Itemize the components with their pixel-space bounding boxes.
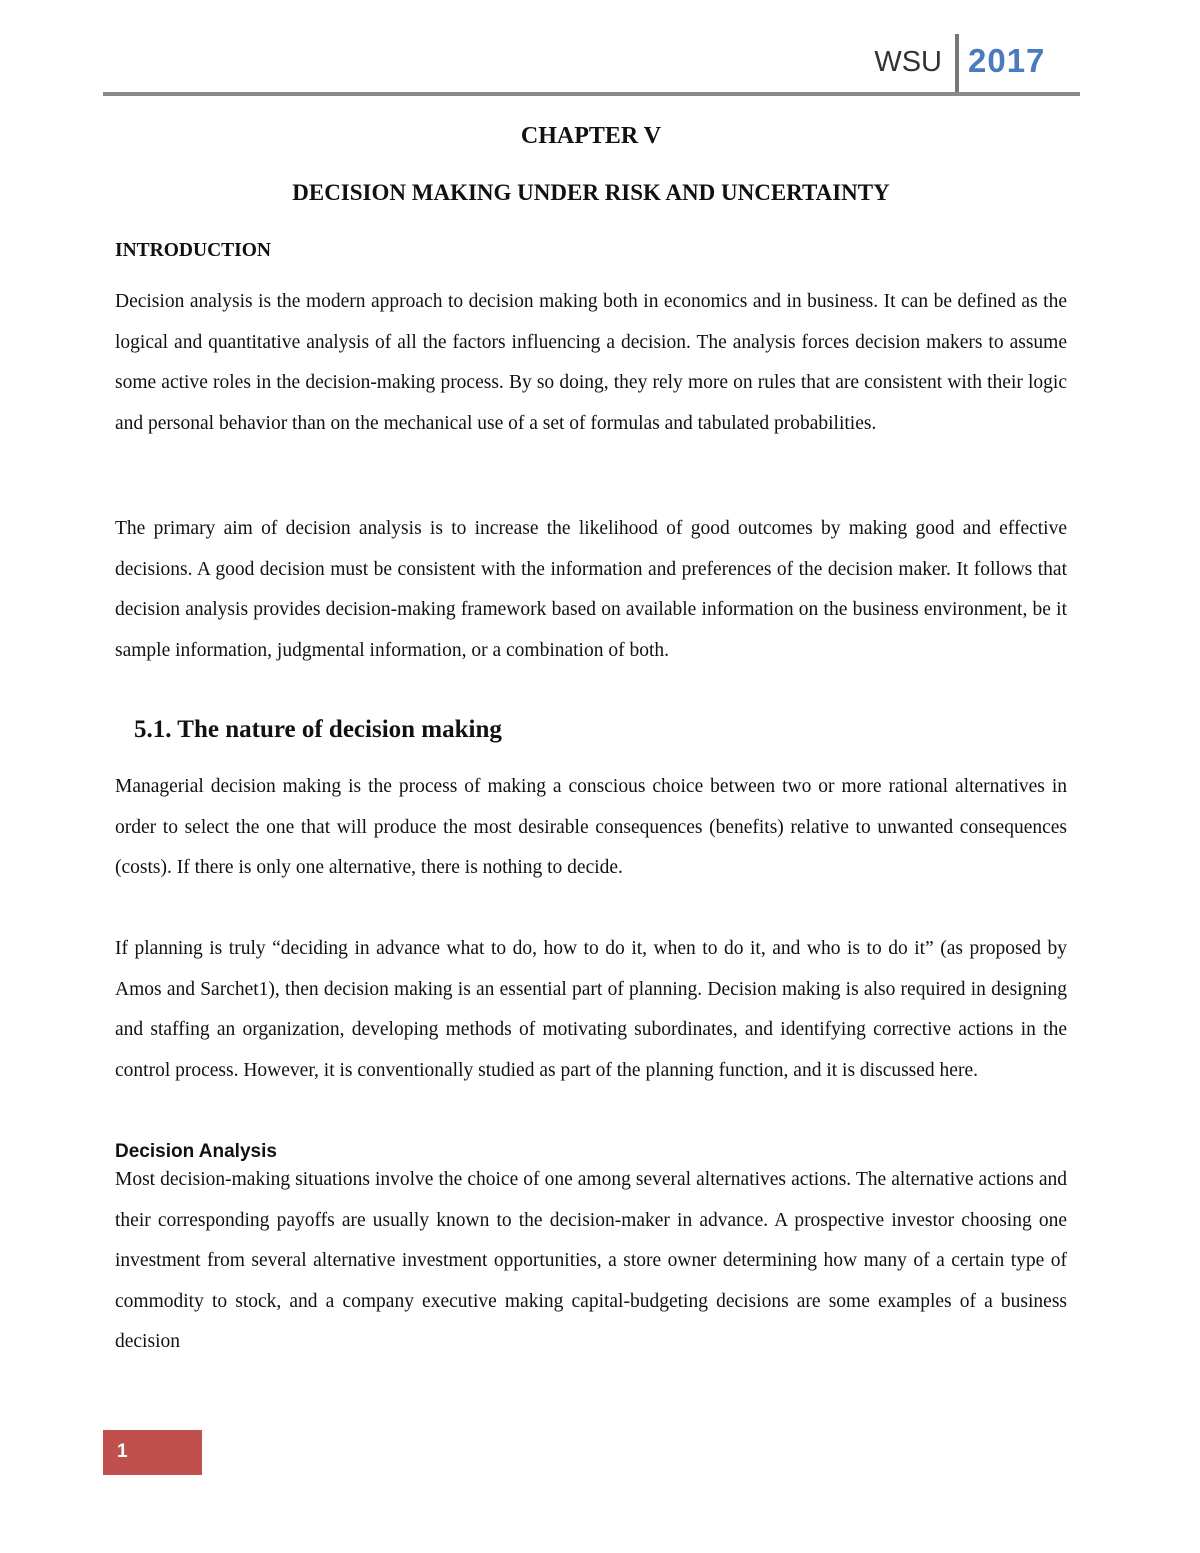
header-year: 2017 xyxy=(968,42,1046,79)
intro-heading: INTRODUCTION xyxy=(115,240,272,261)
decision-analysis-paragraph: Most decision-making situations involve the choice of one among several alternatives actions. The alternative actions and their corresponding payoffs are usually known to the decision-maker in advance. A prospective investor choosing one investment from several alternative investment opportunities, a store owner determining how many of a certain type of commodity to stock, and a company executive making capital-budgeting decisions are some examples of a business decision xyxy=(115,1169,1067,1352)
header-divider xyxy=(955,34,959,92)
header-rule xyxy=(103,92,1080,96)
section-heading: 5.1. The nature of decision making xyxy=(134,716,502,743)
header-org-name: WSU xyxy=(874,46,942,78)
section-paragraph-1: Managerial decision making is the process of making a conscious choice between two or more rational alternatives in order to select the one that will produce the most desirable consequences (benefits) relative to unwanted consequences (costs). If there is only one alternative, there is nothing to decide. xyxy=(115,776,1067,878)
chapter-title: CHAPTER V xyxy=(520,123,662,149)
intro-paragraph-1: Decision analysis is the modern approach to decision making both in economics and in business. It can be defined as the logical and quantitative analysis of all the factors influencing a decision. The analysis forces decision makers to assume some active roles in the decision-making process. By so doing, they rely more on rules that are consistent with their logic and personal behavior than on the mechanical use of a set of formulas and tabulated probabilities. xyxy=(115,291,1067,434)
chapter-subtitle: DECISION MAKING UNDER RISK AND UNCERTAINTY xyxy=(292,180,890,205)
section-paragraph-2: If planning is truly “deciding in advance what to do, how to do it, when to do it, and who is to do it” (as proposed by Amos and Sarchet1), then decision making is an essential part of planning. Decision making is also required in designing and staffing an organization, developing methods of motivating subordinates, and identifying corrective actions in the control process. However, it is conventionally studied as part of the planning function, and it is discussed here. xyxy=(115,938,1067,1081)
intro-paragraph-2: The primary aim of decision analysis is to increase the likelihood of good outcomes by making good and effective decisions. A good decision must be consistent with the information and preferences of the decision maker. It follows that decision analysis provides decision-making framework based on available information on the business environment, be it sample information, judgmental information, or a combination of both. xyxy=(115,518,1067,661)
page-number: 1 xyxy=(117,1441,128,1462)
decision-analysis-heading: Decision Analysis xyxy=(115,1141,277,1162)
page-number-box xyxy=(103,1430,202,1475)
